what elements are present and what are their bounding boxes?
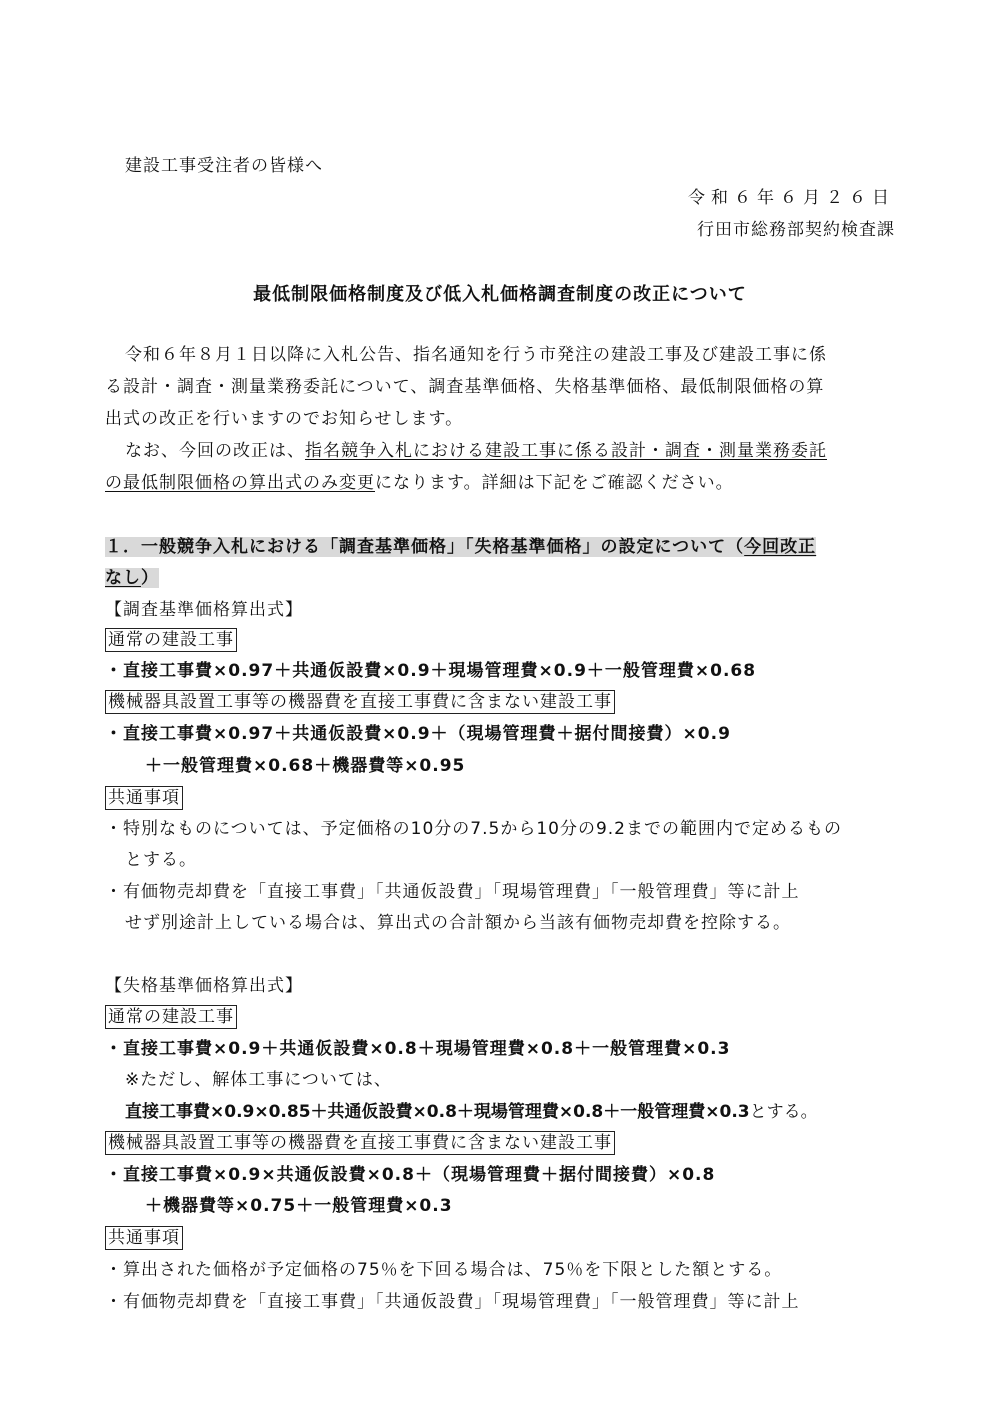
intro-underlined-1: 指名競争入札における建設工事に係る設計・調査・測量業務委託: [305, 441, 827, 461]
shikkaku-title: 【失格基準価格算出式】: [105, 976, 303, 996]
shikkaku-normal-label: 通常の建設工事: [105, 1005, 237, 1029]
chousa-normal-formula: ・直接工事費×0.97＋共通仮設費×0.9＋現場管理費×0.9＋一般管理費×0.68: [105, 661, 757, 681]
intro-line-3: 出式の改正を行いますのでお知らせします。: [105, 409, 464, 429]
section-1-heading-cont: [105, 566, 159, 590]
issuer: 行田市総務部契約検査課: [697, 220, 895, 240]
shikkaku-demolition-line: [125, 1100, 818, 1124]
shikkaku-common-2: ・有価物売却費を「直接工事費」「共通仮設費」「現場管理費」「一般管理費」等に計上: [105, 1292, 800, 1312]
shikkaku-equip-formula-1: ・直接工事費×0.9×共通仮設費×0.8＋（現場管理費＋据付間接費）×0.8: [105, 1165, 716, 1185]
chousa-equip-formula-2: ＋一般管理費×0.68＋機器費等×0.95: [145, 756, 466, 776]
chousa-common-1b: とする。: [125, 850, 197, 870]
chousa-title: 【調査基準価格算出式】: [105, 600, 303, 620]
chousa-equip-formula-1: ・直接工事費×0.97＋共通仮設費×0.9＋（現場管理費＋据付間接費）×0.9: [105, 724, 731, 744]
shikkaku-demolition-tail: とする。: [749, 1102, 818, 1122]
date: 令和６年６月２６日: [688, 188, 895, 208]
intro-line-5: [105, 471, 734, 495]
shikkaku-common-label: 共通事項: [105, 1226, 183, 1250]
chousa-common-2b: せず別途計上している場合は、算出式の合計額から当該有価物売却費を控除する。: [125, 913, 791, 933]
section-1-heading-text: １．一般競争入札における「調査基準価格」「失格基準価格」の設定について（: [105, 537, 745, 557]
shikkaku-demolition-formula: 直接工事費×0.9×0.85＋共通仮設費×0.8＋現場管理費×0.8＋一般管理費×0.3: [125, 1102, 750, 1122]
chousa-common-label: 共通事項: [105, 786, 183, 810]
chousa-common-2a: ・有価物売却費を「直接工事費」「共通仮設費」「現場管理費」「一般管理費」等に計上: [105, 882, 800, 902]
chousa-common-1a: ・特別なものについては、予定価格の10分の7.5から10分の9.2までの範囲内で定めるもの: [105, 819, 842, 839]
shikkaku-normal-formula: ・直接工事費×0.9＋共通仮設費×0.8＋現場管理費×0.8＋一般管理費×0.3: [105, 1039, 731, 1059]
page-title: 最低制限価格制度及び低入札価格調査制度の改正について: [253, 284, 747, 305]
shikkaku-equip-formula-2: ＋機器費等×0.75＋一般管理費×0.3: [145, 1196, 453, 1216]
section-1-heading-end: ）: [141, 568, 159, 588]
addressee: 建設工事受注者の皆様へ: [125, 156, 323, 176]
intro-text: なお、今回の改正は、: [125, 441, 305, 461]
shikkaku-note: ※ただし、解体工事については、: [125, 1070, 392, 1090]
chousa-normal-label: 通常の建設工事: [105, 628, 237, 652]
intro-underlined-2: の最低制限価格の算出式のみ変更: [105, 473, 375, 493]
shikkaku-equip-label: 機械器具設置工事等の機器費を直接工事費に含まない建設工事: [105, 1131, 615, 1155]
shikkaku-common-1: ・算出された価格が予定価格の75％を下回る場合は、75％を下限とした額とする。: [105, 1260, 783, 1280]
intro-line-4: [125, 439, 827, 463]
intro-line-2: る設計・調査・測量業務委託について、調査基準価格、失格基準価格、最低制限価格の算: [105, 377, 825, 397]
intro-line-1: 令和６年８月１日以降に入札公告、指名通知を行う市発注の建設工事及び建設工事に係: [125, 345, 827, 365]
section-1-heading: [105, 535, 816, 559]
intro-text-end: になります。詳細は下記をご確認ください。: [375, 473, 734, 493]
section-1-heading-underlined-2: なし: [105, 568, 141, 588]
chousa-equip-label: 機械器具設置工事等の機器費を直接工事費に含まない建設工事: [105, 690, 615, 714]
section-1-heading-underlined: 今回改正: [744, 537, 817, 557]
